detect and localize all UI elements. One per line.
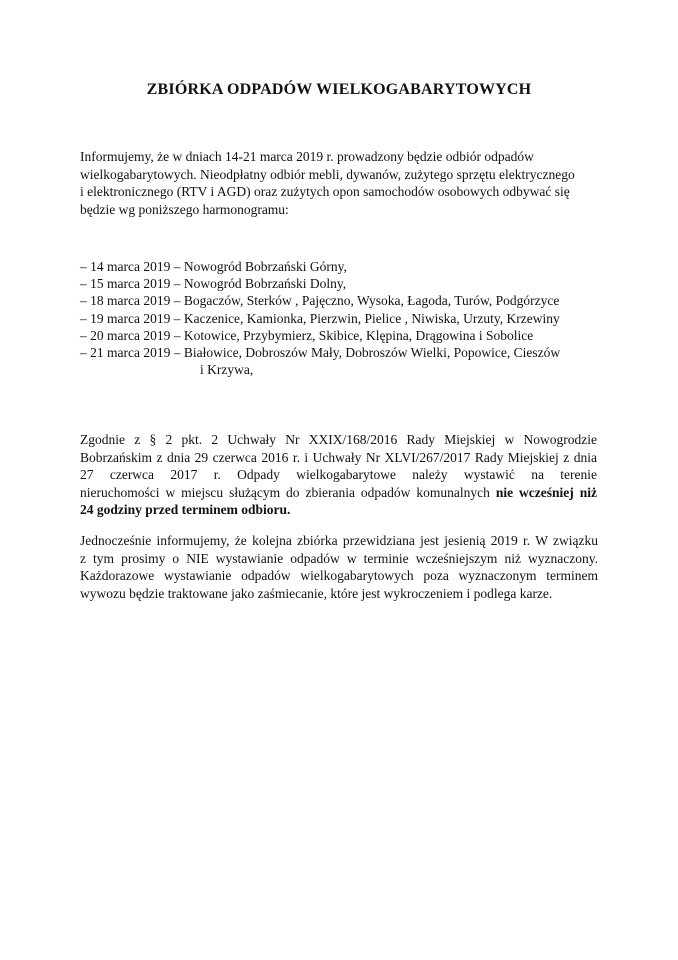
legal-line: Bobrzańskim z dnia 29 czerwca 2016 r. i Uchwały Nr XLVI/267/2017 Rady Miejskiej z dnia [80, 449, 597, 465]
collection-schedule [80, 258, 620, 378]
legal-line: 27 czerwca 2017 r. Odpady wielkogabarytowe należy wystawić na terenie [80, 467, 597, 483]
intro-line: Informujemy, że w dniach 14-21 marca 2019 r. prowadzony będzie odbiór odpadów [80, 149, 534, 164]
schedule-item: – 14 marca 2019 – Nowogród Bobrzański Górny, [80, 259, 347, 274]
schedule-item: – 18 marca 2019 – Bogaczów, Sterków , Pajęczno, Wysoka, Łagoda, Turów, Podgórzyce [80, 293, 560, 309]
legal-emphasis: 24 godziny przed terminem odbioru. [80, 502, 291, 518]
schedule-item-continuation: i Krzywa, [200, 362, 254, 378]
schedule-item: – 21 marca 2019 – Białowice, Dobroszów Mały, Dobroszów Wielki, Popowice, Cieszów [80, 345, 561, 361]
notice-line: wywozu będzie traktowane jako zaśmiecanie, które jest wykroczeniem i podlega karze. [80, 585, 553, 601]
legal-line-text: nieruchomości w miejscu służącym do zbierania odpadów komunalnych [80, 484, 496, 500]
notice-line: z tym prosimy o NIE wystawianie odpadów w terminie wcześniejszym niż wyznaczony. [80, 550, 598, 566]
notice-line: Każdorazowe wystawianie odpadów wielkogabarytowych poza wyznaczonym terminem [80, 568, 598, 584]
legal-emphasis: nie wcześniej niż [495, 484, 597, 500]
intro-paragraph [80, 148, 600, 218]
legal-paragraph [80, 431, 597, 519]
notice-line: Jednocześnie informujemy, że kolejna zbiórka przewidziana jest jesienią 2019 r. W związku [80, 533, 598, 548]
intro-line: będzie wg poniższego harmonogramu: [80, 201, 289, 217]
legal-line [80, 484, 597, 502]
intro-line: wielkogabarytowych. Nieodpłatny odbiór mebli, dywanów, zużytego sprzętu elektrycznego [80, 166, 575, 182]
intro-line: i elektronicznego (RTV i AGD) oraz zużytych opon samochodów osobowych odbywać się [80, 184, 570, 199]
page-title: ZBIÓRKA ODPADÓW WIELKOGABARYTOWYCH [146, 81, 532, 98]
legal-line: Zgodnie z § 2 pkt. 2 Uchwały Nr XXIX/168/2016 Rady Miejskiej w Nowogrodzie [80, 432, 597, 447]
schedule-item: – 20 marca 2019 – Kotowice, Przybymierz, Skibice, Klępina, Drągowina i Sobolice [80, 327, 534, 343]
legal-line [80, 501, 597, 519]
schedule-item: – 15 marca 2019 – Nowogród Bobrzański Dolny, [80, 276, 347, 292]
notice-paragraph [80, 532, 598, 602]
schedule-item: – 19 marca 2019 – Kaczenice, Kamionka, Pierzwin, Pielice , Niwiska, Urzuty, Krzewiny [80, 310, 560, 326]
